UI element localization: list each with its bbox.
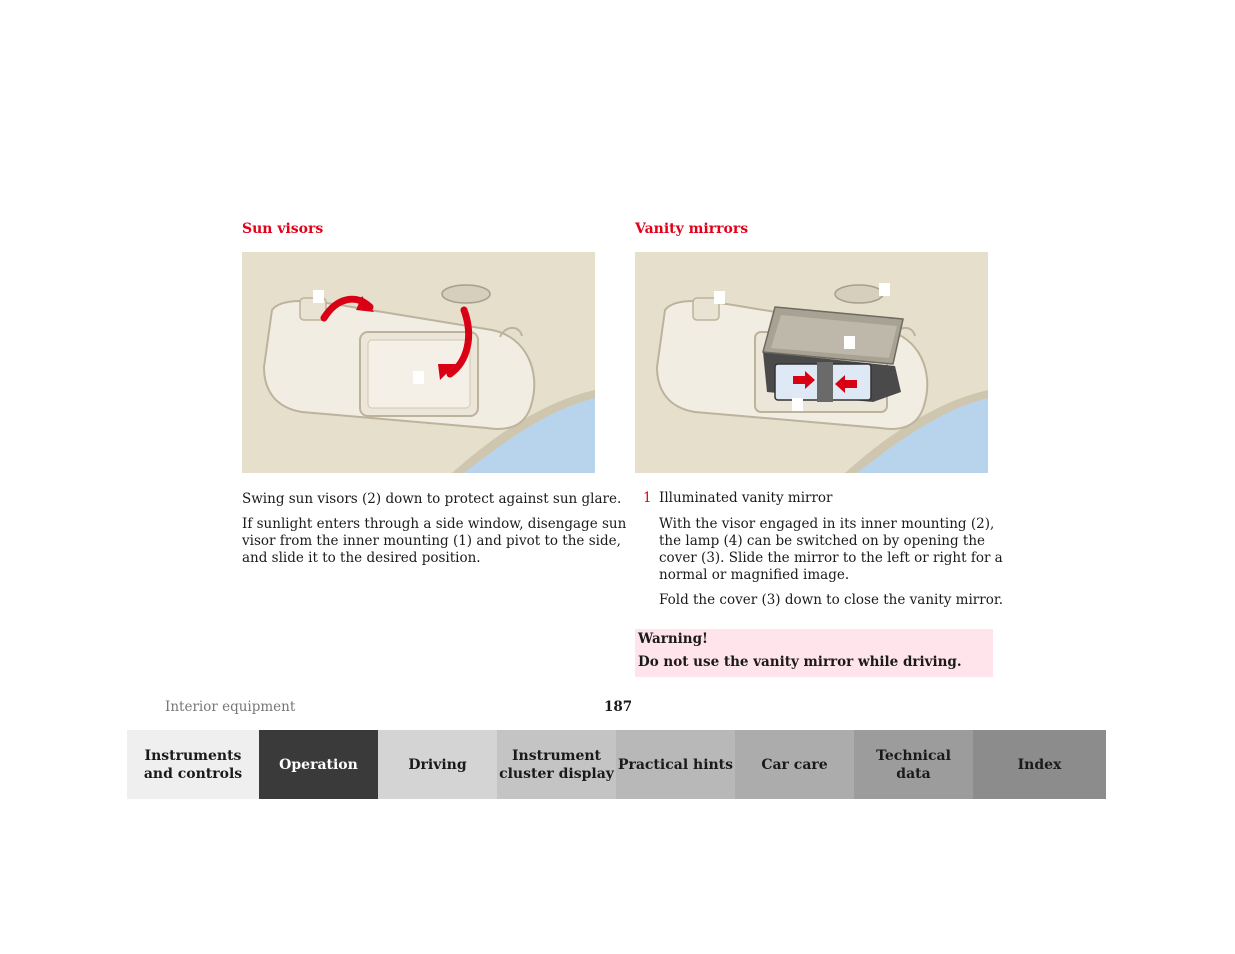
- tab-instrument-cluster-display[interactable]: Instrument cluster display: [497, 730, 616, 799]
- chapter-nav: [127, 730, 1106, 799]
- vanity-description-line: With the visor engaged in its inner mounting (2),: [659, 516, 995, 532]
- page-number: 187: [604, 699, 633, 715]
- swing-visor-text: Swing sun visors (2) down to protect against sun glare.: [242, 491, 622, 507]
- tab-operation[interactable]: Operation: [259, 730, 378, 799]
- item-label: Illuminated vanity mirror: [659, 490, 833, 506]
- vanity-mirror-illustration: [635, 252, 988, 473]
- side-window-line: If sunlight enters through a side window, disengage sun: [242, 516, 627, 532]
- fold-cover-text: Fold the cover (3) down to close the vanity mirror.: [659, 592, 1004, 608]
- vanity-description-line: the lamp (4) can be switched on by opening the: [659, 533, 986, 549]
- sun-visor-illustration: [242, 252, 595, 473]
- tab-driving[interactable]: Driving: [378, 730, 497, 799]
- vanity-mirrors-heading: Vanity mirrors: [635, 221, 749, 237]
- tab-instruments-and-controls[interactable]: Instruments and controls: [127, 730, 259, 799]
- tab-practical-hints[interactable]: Practical hints: [616, 730, 735, 799]
- side-window-line: and slide it to the desired position.: [242, 550, 481, 566]
- side-window-text: [242, 516, 626, 567]
- sun-visors-heading: Sun visors: [242, 221, 324, 237]
- warning-text: Do not use the vanity mirror while driving.: [638, 654, 962, 670]
- item-number: 1: [643, 490, 652, 506]
- tab-index[interactable]: Index: [973, 730, 1106, 799]
- section-label: Interior equipment: [165, 699, 296, 715]
- tab-technical-data[interactable]: Technical data: [854, 730, 973, 799]
- vanity-description: [659, 516, 1003, 584]
- vanity-description-line: normal or magnified image.: [659, 567, 850, 583]
- side-window-line: visor from the inner mounting (1) and pivot to the side,: [242, 533, 621, 549]
- tab-car-care[interactable]: Car care: [735, 730, 854, 799]
- warning-box: [635, 629, 993, 677]
- vanity-description-line: cover (3). Slide the mirror to the left or right for a: [659, 550, 1003, 566]
- warning-title: Warning!: [638, 631, 708, 647]
